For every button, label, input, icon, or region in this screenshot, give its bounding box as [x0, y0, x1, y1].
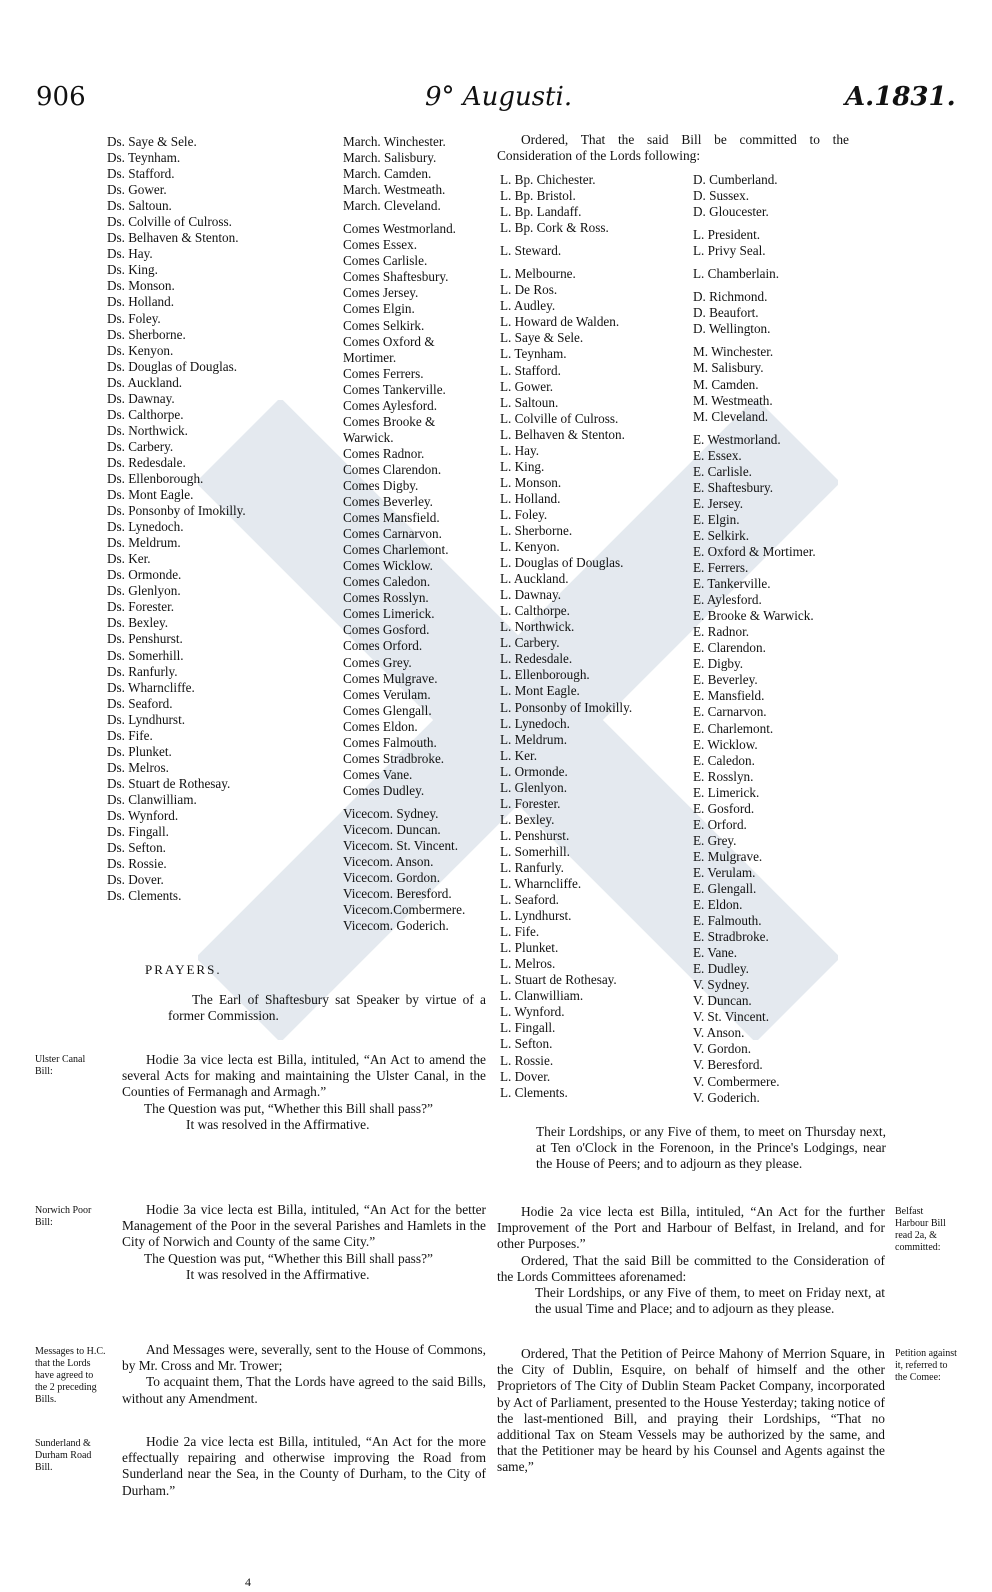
list-item: L. King. — [500, 458, 545, 474]
list-item: E. Verulam. — [693, 864, 756, 880]
list-item: Ds. Ker. — [107, 551, 151, 567]
list-item: Vicecom.Combermere. — [343, 902, 466, 918]
list-item: Vicecom. Sydney. — [343, 805, 439, 821]
list-item: Ds. Fife. — [107, 727, 153, 743]
list-item: Ds. Teynham. — [107, 150, 181, 166]
list-item: Ds. Ponsonby of Imokilly. — [107, 503, 246, 519]
list-item: March. Camden. — [343, 166, 432, 182]
list-item: Vicecom. Goderich. — [343, 918, 449, 934]
list-item: M. Salisbury. — [693, 360, 764, 376]
list-item: Comes Shaftesbury. — [343, 269, 449, 285]
list-item: L. Chamberlain. — [693, 266, 780, 282]
list-item: L. Clanwilliam. — [500, 988, 584, 1004]
list-item: L. Seaford. — [500, 892, 559, 908]
list-item: Ds. Carbery. — [107, 438, 174, 454]
list-item: E. Jersey. — [693, 495, 744, 511]
list-item: L. Mont Eagle. — [500, 683, 580, 699]
list-item: Comes Stradbroke. — [343, 750, 445, 766]
list-item: L. Monson. — [500, 474, 562, 490]
list-item: E. Radnor. — [693, 624, 750, 640]
list-item: Comes Carlisle. — [343, 253, 428, 269]
margin-petition: Petition against it, referred to the Comee: — [895, 1348, 957, 1383]
list-item: L. Howard de Walden. — [500, 314, 620, 330]
list-item: Ds. Auckland. — [107, 374, 183, 390]
list-item: Ds. Glenlyon. — [107, 583, 181, 599]
list-item: Ds. Douglas of Douglas. — [107, 358, 238, 374]
list-item: Comes Eldon. — [343, 718, 418, 734]
list-item: L. Dawnay. — [500, 587, 562, 603]
list-item: D. Cumberland. — [693, 172, 778, 187]
list-item: March. Winchester. — [343, 134, 446, 149]
list-item: Comes Falmouth. — [343, 734, 437, 750]
list-item: Comes Dudley. — [343, 782, 425, 798]
list-item: Ds. Ranfurly. — [107, 663, 178, 679]
list-item: E. Mulgrave. — [693, 848, 763, 864]
list-item: L. Hay. — [500, 442, 540, 458]
list-item: L. Melbourne. — [500, 266, 576, 282]
list-item: L. Ellenborough. — [500, 667, 590, 683]
list-item — [693, 282, 816, 289]
list-item: Vicecom. Anson. — [343, 854, 434, 870]
list-item: Vicecom. Gordon. — [343, 870, 440, 886]
list-item: Ds. Lynedoch. — [107, 519, 184, 535]
list-item: E. Shaftesbury. — [693, 479, 774, 495]
list-item: Ds. Plunket. — [107, 743, 172, 759]
list-item: L. Penshurst. — [500, 827, 570, 843]
list-item: D. Beaufort. — [693, 305, 759, 321]
list-item: Comes Mansfield. — [343, 510, 440, 526]
list-item: E. Orford. — [693, 816, 747, 832]
list-item: V. Goderich. — [693, 1089, 760, 1105]
list-item: E. Tankerville. — [693, 576, 771, 592]
list-item: E. Rosslyn. — [693, 768, 754, 784]
list-item: L. Ponsonby of Imokilly. — [500, 699, 633, 715]
list-item: March. Westmeath. — [343, 182, 446, 198]
list-item: L. Bp. Bristol. — [500, 188, 576, 204]
list-item: Vicecom. Duncan. — [343, 821, 441, 837]
list-item: Comes Clarendon. — [343, 461, 442, 477]
list-item: E. Selkirk. — [693, 527, 750, 543]
list-item: E. Essex. — [693, 447, 742, 463]
committee-lords-list — [500, 172, 632, 1101]
list-item: M. Cleveland. — [693, 408, 769, 424]
list-item: L. Teynham. — [500, 346, 567, 362]
list-item: V. St. Vincent. — [693, 1009, 770, 1025]
list-item: Comes Selkirk. — [343, 317, 425, 333]
list-item: V. Anson. — [693, 1025, 745, 1041]
list-item: Comes Mulgrave. — [343, 670, 438, 686]
list-item: Ds. Monson. — [107, 278, 175, 294]
margin-ulster: Ulster Canal Bill: — [35, 1054, 86, 1077]
list-item: L. Kenyon. — [500, 539, 560, 555]
list-item: E. Aylesford. — [693, 592, 762, 608]
list-item: M. Camden. — [693, 376, 759, 392]
list-item: E. Carnarvon. — [693, 704, 767, 720]
list-item: E. Gosford. — [693, 800, 755, 816]
barons-list — [107, 134, 246, 904]
list-item: L. Lyndhurst. — [500, 908, 572, 924]
list-item: Ds. Rossie. — [107, 856, 167, 872]
committee-intro: Ordered, That the said Bill be committed to the Consideration of the Lords following: — [497, 132, 849, 164]
list-item: L. Redesdale. — [500, 651, 573, 667]
list-item: E. Vane. — [693, 945, 738, 961]
list-item: Comes Gosford. — [343, 622, 430, 638]
list-item: Comes Caledon. — [343, 574, 431, 590]
list-item: Ds. Bexley. — [107, 615, 169, 631]
list-item: Ds. Forester. — [107, 599, 175, 615]
list-item: Comes Beverley. — [343, 494, 433, 510]
list-item: Comes Orford. — [343, 638, 423, 654]
list-item: D. Gloucester. — [693, 204, 769, 220]
list-item: Ds. Wynford. — [107, 807, 179, 823]
list-item: E. Glengall. — [693, 880, 757, 896]
sunderland-bill-text: Hodie 2a vice lecta est Billa, intituled, “An Act for the more effectually repairing and otherwise improving the Road from Sunderland near the Sea, in the County of Durham, to the City of Durham.” — [122, 1434, 486, 1498]
list-item: Ds. Fingall. — [107, 824, 169, 840]
list-item: E. Westmorland. — [693, 431, 781, 447]
belfast-bill-text: Hodie 2a vice lecta est Billa, intituled, “An Act for the further Improvement of the Port and Harbour of Belfast, in Ireland, and for other Purposes.” Ordered, That the said Bill be committed to the Consideration of the Lords Committees aforenamed: Their Lordships, or any Five of them, to meet on Friday next, at the usual Time and Place; and to adjourn as they please. — [497, 1204, 885, 1317]
list-item: L. Saltoun. — [500, 394, 559, 410]
list-item: Ds. Saltoun. — [107, 198, 172, 214]
list-item: Comes Ferrers. — [343, 365, 424, 381]
margin-messages: Messages to H.C. that the Lords have agreed to the 2 preceding Bills. — [35, 1346, 106, 1405]
list-item: Comes Essex. — [343, 237, 417, 253]
list-item: L. Northwick. — [500, 619, 575, 635]
list-item: L. De Ros. — [500, 282, 558, 298]
page-date: 9° Augusti. — [425, 82, 573, 112]
list-item: L. Clements. — [500, 1084, 568, 1100]
list-item: L. Sherborne. — [500, 522, 573, 538]
list-item: Ds. Colville of Culross. — [107, 214, 232, 230]
list-item: Comes Elgin. — [343, 301, 415, 317]
list-item — [343, 214, 465, 221]
list-item: Ds. Holland. — [107, 294, 175, 310]
list-item: E. Caledon. — [693, 752, 755, 768]
list-item: Ds. Melros. — [107, 759, 169, 775]
list-item: Ds. Sherborne. — [107, 326, 186, 342]
list-item: Mortimer. — [343, 349, 397, 365]
petition-text: Ordered, That the Petition of Peirce Mahony of Merrion Square, in the City of Dublin, Esquire, on behalf of himself and the other Proprietors of The City of Dublin Steam Packet Company, incorporated by Act of Parliament, presented to the House Yesterday; taking notice of the last-mentioned Bill, and praying their Lordships, “That no additional Tax on Steam Vessels may be authorized by the same, and that the Petitioner may be heard by his Counsel and Agents against the same,” — [497, 1346, 885, 1475]
list-item: L. Steward. — [500, 243, 562, 259]
list-item: Ds. Clements. — [107, 888, 182, 904]
list-item: L. Belhaven & Stenton. — [500, 426, 625, 442]
margin-belfast: Belfast Harbour Bill read 2a, & committed: — [895, 1206, 946, 1253]
list-item: L. Lynedoch. — [500, 715, 570, 731]
list-item: L. Ormonde. — [500, 763, 568, 779]
marquesses-earls-list — [343, 134, 465, 934]
prayers-heading: PRAYERS. — [145, 962, 222, 977]
list-item: Comes Aylesford. — [343, 397, 438, 413]
list-item: Ds. Northwick. — [107, 422, 188, 438]
list-item: V. Duncan. — [693, 993, 752, 1009]
list-item — [693, 425, 816, 432]
list-item: V. Combermere. — [693, 1073, 780, 1089]
list-item: Ds. Foley. — [107, 310, 161, 326]
list-item: Comes Rosslyn. — [343, 590, 429, 606]
list-item: L. Foley. — [500, 506, 548, 522]
list-item: L. Wynford. — [500, 1004, 565, 1020]
list-item: L. Audley. — [500, 298, 556, 314]
list-item: Comes Jersey. — [343, 285, 419, 301]
list-item: Comes Carnarvon. — [343, 526, 442, 542]
list-item: M. Westmeath. — [693, 392, 773, 408]
list-item: E. Brooke & Warwick. — [693, 608, 814, 624]
list-item: V. Gordon. — [693, 1041, 752, 1057]
list-item: L. Colville of Culross. — [500, 410, 619, 426]
list-item: L. Plunket. — [500, 940, 559, 956]
list-item: Comes Glengall. — [343, 702, 432, 718]
list-item — [693, 259, 816, 266]
list-item: Ds. Dover. — [107, 872, 164, 888]
list-item: Ds. Somerhill. — [107, 647, 184, 663]
list-item: Ds. Wharncliffe. — [107, 679, 195, 695]
list-item: Ds. Gower. — [107, 182, 167, 198]
margin-norwich: Norwich Poor Bill: — [35, 1205, 92, 1228]
list-item: Ds. Penshurst. — [107, 631, 183, 647]
list-item — [693, 220, 816, 227]
list-item: V. Beresford. — [693, 1057, 763, 1073]
list-item: Ds. King. — [107, 262, 158, 278]
list-item: E. Clarendon. — [693, 640, 766, 656]
list-item: L. Rossie. — [500, 1052, 554, 1068]
list-item: L. Fife. — [500, 924, 540, 940]
list-item — [343, 799, 465, 806]
list-item: E. Eldon. — [693, 897, 743, 913]
list-item: L. Sefton. — [500, 1036, 553, 1052]
list-item: E. Wicklow. — [693, 736, 758, 752]
list-item: March. Salisbury. — [343, 150, 437, 166]
list-item: Ds. Redesdale. — [107, 454, 186, 470]
list-item: E. Dudley. — [693, 961, 749, 977]
list-item: L. Wharncliffe. — [500, 876, 582, 892]
list-item: E. Oxford & Mortimer. — [693, 543, 816, 559]
list-item: L. Auckland. — [500, 571, 569, 587]
list-item: Comes Vane. — [343, 766, 413, 782]
list-item: E. Elgin. — [693, 511, 740, 527]
list-item: Ds. Clanwilliam. — [107, 791, 197, 807]
list-item: L. Privy Seal. — [693, 243, 766, 259]
list-item: L. Bp. Landaff. — [500, 204, 582, 220]
list-item: L. Melros. — [500, 956, 556, 972]
list-item: Comes Radnor. — [343, 445, 425, 461]
list-item: L. Stuart de Rothesay. — [500, 972, 617, 988]
list-item — [693, 337, 816, 344]
list-item: Vicecom. Beresford. — [343, 886, 452, 902]
list-item: Ds. Sefton. — [107, 840, 166, 856]
messages-text: And Messages were, severally, sent to the House of Commons, by Mr. Cross and Mr. Trower; To acquaint them, That the Lords have agreed to the said Bills, without any Amendment. — [122, 1342, 486, 1406]
meeting-text: Their Lordships, or any Five of them, to meet on Thursday next, at Ten o'Clock in the Forenoon, in the Prince's Lodgings, near the House of Peers; and to adjourn as they please. — [536, 1124, 886, 1172]
list-item: L. Carbery. — [500, 635, 560, 651]
list-item: Comes Limerick. — [343, 606, 435, 622]
list-item: E. Falmouth. — [693, 913, 762, 929]
list-item: Ds. Mont Eagle. — [107, 487, 194, 503]
list-item: Ds. Seaford. — [107, 695, 173, 711]
list-item: E. Grey. — [693, 832, 737, 848]
list-item: Ds. Saye & Sele. — [107, 134, 197, 149]
list-item: Ds. Dawnay. — [107, 390, 175, 406]
list-item — [500, 236, 632, 243]
list-item: L. Holland. — [500, 490, 561, 506]
list-item: Warwick. — [343, 429, 394, 445]
ulster-bill-text: Hodie 3a vice lecta est Billa, intituled, “An Act to amend the several Acts for making and maintaining the Ulster Canal, in the Counties of Fermanagh and Armagh.” The Question was put, “Whether this Bill shall pass?” It was resolved in the Affirmative. — [122, 1052, 486, 1132]
list-item: L. Saye & Sele. — [500, 330, 584, 346]
committee-dukes-list — [693, 172, 816, 1106]
list-item: L. Bexley. — [500, 811, 555, 827]
list-item: Ds. Belhaven & Stenton. — [107, 230, 239, 246]
list-item: E. Carlisle. — [693, 463, 752, 479]
page-number: 906 — [36, 82, 86, 112]
list-item: Comes Oxford & — [343, 333, 435, 349]
list-item: L. Forester. — [500, 795, 561, 811]
list-item: Comes Digby. — [343, 477, 419, 493]
list-item: Comes Tankerville. — [343, 381, 446, 397]
list-item: Ds. Kenyon. — [107, 342, 174, 358]
list-item — [500, 259, 632, 266]
list-item: L. Glenlyon. — [500, 779, 568, 795]
speaker-text: The Earl of Shaftesbury sat Speaker by virtue of a former Commission. — [168, 992, 486, 1024]
list-item: Vicecom. St. Vincent. — [343, 838, 459, 854]
list-item: D. Richmond. — [693, 289, 768, 305]
list-item: Comes Grey. — [343, 654, 412, 670]
list-item: March. Cleveland. — [343, 198, 441, 214]
list-item: E. Stradbroke. — [693, 929, 769, 945]
signature-mark: 4 — [245, 1575, 251, 1589]
list-item: L. Fingall. — [500, 1020, 556, 1036]
list-item: Comes Brooke & — [343, 413, 436, 429]
list-item: Ds. Ellenborough. — [107, 470, 204, 486]
list-item: Ds. Ormonde. — [107, 567, 182, 583]
list-item: E. Digby. — [693, 656, 744, 672]
list-item: M. Winchester. — [693, 344, 774, 360]
margin-sunderland: Sunderland & Durham Road Bill. — [35, 1438, 92, 1473]
list-item: Ds. Lyndhurst. — [107, 711, 186, 727]
norwich-bill-text: Hodie 3a vice lecta est Billa, intituled, “An Act for the better Management of the Poor in the several Parishes and Hamlets in the City of Norwich and County of the same City.” The Question was put, “Whether this Bill shall pass?” It was resolved in the Affirmative. — [122, 1202, 486, 1282]
list-item: E. Ferrers. — [693, 560, 749, 576]
list-item: L. Douglas of Douglas. — [500, 555, 624, 571]
list-item: L. Ker. — [500, 747, 537, 763]
page-year: A.1831. — [845, 82, 956, 112]
list-item: Ds. Calthorpe. — [107, 406, 184, 422]
list-item: L. Bp. Cork & Ross. — [500, 220, 609, 236]
list-item: D. Wellington. — [693, 321, 771, 337]
list-item: Ds. Stuart de Rothesay. — [107, 775, 231, 791]
list-item: Comes Wicklow. — [343, 558, 433, 574]
list-item: L. Gower. — [500, 378, 554, 394]
list-item: E. Limerick. — [693, 784, 760, 800]
list-item: L. Somerhill. — [500, 843, 570, 859]
list-item: L. Bp. Chichester. — [500, 172, 596, 187]
list-item: Comes Charlemont. — [343, 542, 449, 558]
list-item: D. Sussex. — [693, 188, 750, 204]
list-item: Ds. Stafford. — [107, 166, 175, 182]
list-item: L. Dover. — [500, 1068, 551, 1084]
list-item: Comes Verulam. — [343, 686, 431, 702]
list-item: L. President. — [693, 227, 761, 243]
list-item: L. Ranfurly. — [500, 859, 564, 875]
list-item: L. Stafford. — [500, 362, 561, 378]
list-item: Ds. Hay. — [107, 246, 153, 262]
list-item: V. Sydney. — [693, 977, 750, 993]
list-item: L. Meldrum. — [500, 731, 568, 747]
list-item: E. Mansfield. — [693, 688, 765, 704]
list-item: Ds. Meldrum. — [107, 535, 181, 551]
list-item: L. Calthorpe. — [500, 603, 570, 619]
list-item: E. Beverley. — [693, 672, 758, 688]
list-item: Comes Westmorland. — [343, 221, 456, 237]
list-item: E. Charlemont. — [693, 720, 774, 736]
